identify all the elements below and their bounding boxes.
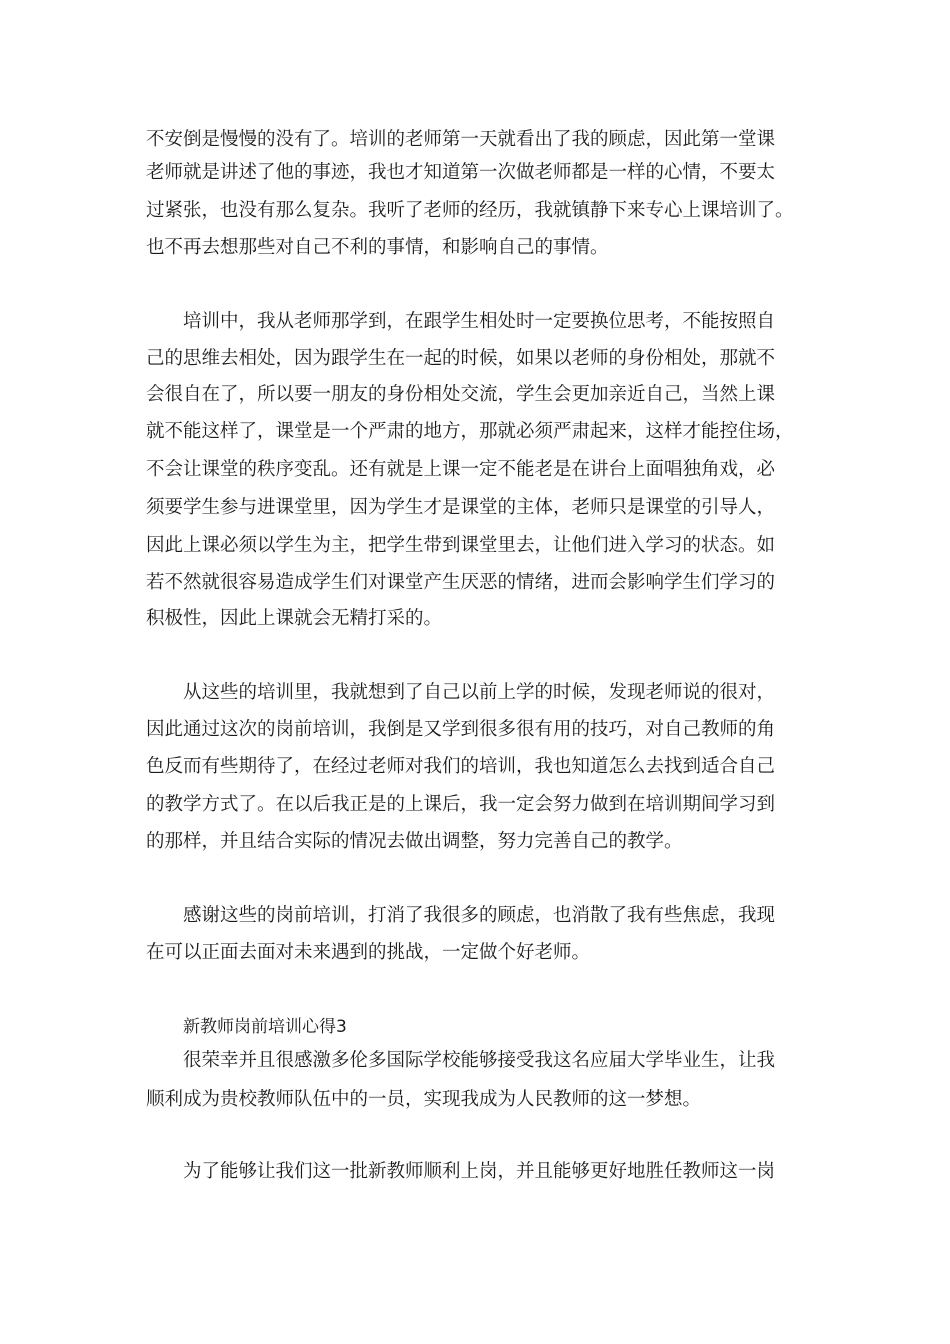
text-line: 培训中，我从老师那学到，在跟学生相处时一定要换位思考，不能按照自 (183, 311, 776, 332)
text-line: 积极性，因此上课就会无精打采的。 (146, 608, 443, 629)
text-line: 老师就是讲述了他的事迹，我也才知道第一次做老师都是一样的心情，不要太 (146, 162, 776, 183)
text-line: 色反而有些期待了，在经过老师对我们的培训，我也知道怎么去找到适合自己 (146, 756, 776, 777)
text-line: 很荣幸并且很感激多伦多国际学校能够接受我这名应届大学毕业生，让我 (183, 1050, 776, 1071)
text-line: 的那样，并且结合实际的情况去做出调整，努力完善自己的教学。 (146, 831, 683, 852)
text-line: 就不能这样了，课堂是一个严肃的地方，那就必须严肃起来，这样才能控住场， (146, 421, 794, 442)
text-line: 不安倒是慢慢的没有了。培训的老师第一天就看出了我的顾虑，因此第一堂课 (146, 129, 776, 150)
text-line: 感谢这些的岗前培训，打消了我很多的顾虑，也消散了我有些焦虑，我现 (183, 905, 776, 926)
text-line: 不会让课堂的秩序变乱。还有就是上课一定不能老是在讲台上面唱独角戏，必 (146, 459, 776, 480)
text-line: 为了能够让我们这一批新教师顺利上岗，并且能够更好地胜任教师这一岗 (183, 1161, 776, 1182)
section-heading: 新教师岗前培训心得3 (183, 1017, 347, 1037)
text-line: 若不然就很容易造成学生们对课堂产生厌恶的情绪，进而会影响学生们学习的 (146, 572, 776, 593)
text-line: 过紧张，也没有那么复杂。我听了老师的经历，我就镇静下来专心上课培训了。 (146, 200, 794, 221)
text-line: 的教学方式了。在以后我正是的上课后，我一定会努力做到在培训期间学习到 (146, 794, 776, 815)
text-line: 从这些的培训里，我就想到了自己以前上学的时候，发现老师说的很对， (183, 682, 776, 703)
text-line: 也不再去想那些对自己不利的事情，和影响自己的事情。 (146, 237, 609, 258)
text-line: 因此上课必须以学生为主，把学生带到课堂里去，让他们进入学习的状态。如 (146, 535, 776, 556)
text-line: 在可以正面去面对未来遇到的挑战，一定做个好老师。 (146, 942, 591, 963)
text-line: 己的思维去相处，因为跟学生在一起的时候，如果以老师的身份相处，那就不 (146, 348, 776, 369)
text-line: 须要学生参与进课堂里，因为学生才是课堂的主体，老师只是课堂的引导人， (146, 497, 776, 518)
text-line: 会很自在了，所以要一朋友的身份相处交流，学生会更加亲近自己，当然上课 (146, 384, 776, 405)
text-line: 因此通过这次的岗前培训，我倒是又学到很多很有用的技巧，对自己教师的角 (146, 719, 776, 740)
text-line: 顺利成为贵校教师队伍中的一员，实现我成为人民教师的这一梦想。 (146, 1089, 702, 1110)
